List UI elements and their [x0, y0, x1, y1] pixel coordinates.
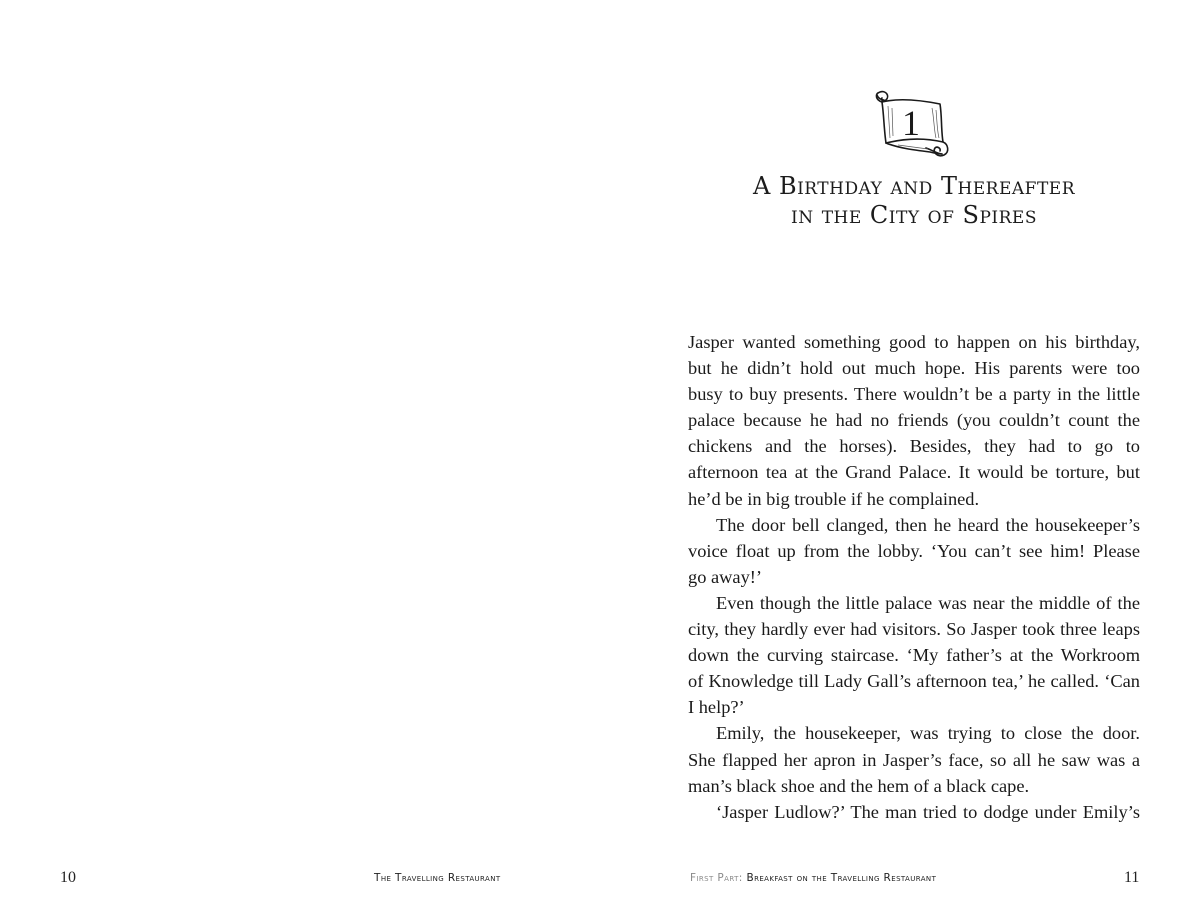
body-line: of Knowledge till Lady Gall’s afternoon tea,’ he called. ‘Can: [688, 671, 1140, 692]
body-line: he’d be in big trouble if he complained.: [688, 488, 980, 509]
body-line: chickens and the horses). Besides, they had to go to: [688, 436, 1140, 457]
body-line: Even though the little palace was near the middle of the: [716, 592, 1140, 613]
body-line: go away!’: [688, 566, 763, 587]
chapter-title-line-2: in the City of Spires: [790, 201, 1037, 229]
body-line: but he didn’t hold out much hope. His parents were too: [688, 358, 1140, 379]
right-running-head: [690, 871, 936, 885]
body-line: Jasper wanted something good to happen on his birthday,: [688, 332, 1140, 352]
chapter-body-text: [688, 329, 1140, 825]
body-line: voice float up from the lobby. ‘You can’t see him! Please: [688, 540, 1140, 561]
body-line: city, they hardly ever had visitors. So Jasper took three leaps: [688, 619, 1140, 640]
body-line: I help?’: [688, 697, 745, 718]
body-line: ‘Jasper Ludlow?’ The man tried to dodge under Emily’s: [716, 801, 1140, 822]
chapter-title: [700, 172, 1128, 230]
right-page: [600, 0, 1200, 921]
chapter-number: 1: [902, 103, 920, 143]
body-line: man’s black shoe and the hem of a black cape.: [688, 775, 1030, 796]
running-head-title: Breakfast on the Travelling Restaurant: [746, 872, 937, 884]
body-line: palace because he had no friends (you couldn’t count the: [688, 410, 1140, 431]
running-head-part: First Part:: [690, 872, 743, 884]
body-line: busy to buy presents. There wouldn’t be a party in the little: [688, 384, 1140, 405]
body-line: afternoon tea at the Grand Palace. It would be torture, but: [688, 462, 1140, 483]
right-page-number: 11: [1124, 869, 1140, 886]
chapter-title-line-1: A Birthday and Thereafter: [752, 172, 1076, 200]
left-page-number: 10: [60, 869, 76, 886]
body-line: down the curving staircase. ‘My father’s at the Workroom: [688, 645, 1140, 666]
left-running-head: The Travelling Restaurant: [374, 872, 501, 884]
body-line: Emily, the housekeeper, was trying to close the door.: [716, 723, 1140, 744]
body-line: The door bell clanged, then he heard the housekeeper’s: [716, 514, 1140, 535]
body-line: She flapped her apron in Jasper’s face, so all he saw was a: [688, 749, 1140, 770]
